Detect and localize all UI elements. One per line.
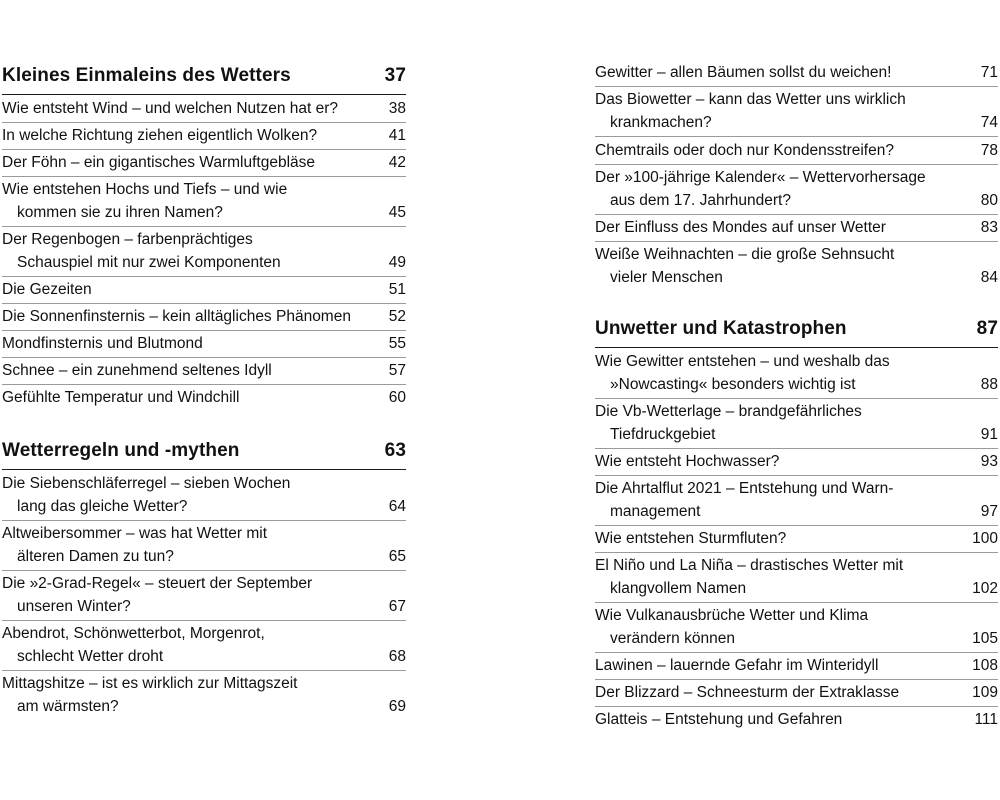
entry-title-continued: vieler Menschen	[610, 269, 723, 286]
section-page-number: 63	[384, 440, 406, 461]
entry-title: Wie Gewitter entstehen – und weshalb das	[595, 353, 890, 370]
entry-title-continued: lang das gleiche Wetter?	[17, 498, 188, 515]
entry-page-number: 83	[980, 219, 998, 236]
entry-page-number: 91	[980, 426, 998, 443]
entry-title-continued: Schauspiel mit nur zwei Komponenten	[17, 254, 281, 271]
entry-page-number: 38	[388, 100, 406, 117]
section-heading[interactable]	[2, 436, 406, 466]
entry-title: Mittagshitze – ist es wirklich zur Mittagszeit	[2, 675, 298, 692]
toc-entry[interactable]	[595, 400, 998, 446]
entry-title: Der Einfluss des Mondes auf unser Wetter	[595, 219, 886, 236]
entry-page-number: 111	[974, 711, 998, 728]
entry-page-number: 55	[388, 335, 406, 352]
toc-entry[interactable]	[595, 61, 998, 84]
entry-page-number: 84	[980, 269, 998, 286]
entry-divider	[595, 652, 998, 653]
toc-entry[interactable]	[2, 305, 406, 328]
entry-page-number: 64	[388, 498, 406, 515]
entry-title: Lawinen – lauernde Gefahr im Winteridyll	[595, 657, 879, 674]
entry-divider	[595, 602, 998, 603]
toc-entry[interactable]	[595, 350, 998, 396]
toc-entry[interactable]	[2, 332, 406, 355]
toc-entry[interactable]	[2, 522, 406, 568]
entry-page-number: 67	[388, 598, 406, 615]
entry-divider	[595, 525, 998, 526]
toc-entry[interactable]	[2, 228, 406, 274]
toc-entry[interactable]	[595, 166, 998, 212]
toc-entry[interactable]	[595, 216, 998, 239]
entry-divider	[595, 475, 998, 476]
entry-title-continued: schlecht Wetter droht	[17, 648, 164, 665]
entry-title-continued: älteren Damen zu tun?	[17, 548, 174, 565]
entry-page-number: 80	[980, 192, 998, 209]
section-rule	[595, 347, 998, 348]
entry-page-number: 49	[388, 254, 406, 271]
entry-title: Weiße Weihnachten – die große Sehnsucht	[595, 246, 895, 263]
toc-entry[interactable]	[595, 139, 998, 162]
section-title: Wetterregeln und -mythen	[2, 440, 240, 461]
section-rule	[2, 94, 406, 95]
entry-page-number: 57	[388, 362, 406, 379]
entry-title: Die Sonnenfinsternis – kein alltägliches Phänomen	[2, 308, 351, 325]
toc-entry[interactable]	[595, 681, 998, 704]
entry-title-continued: »Nowcasting« besonders wichtig ist	[610, 376, 856, 393]
section-page-number: 87	[976, 318, 998, 339]
toc-entry[interactable]	[2, 472, 406, 518]
entry-title: In welche Richtung ziehen eigentlich Wolken?	[2, 127, 318, 144]
toc-entry[interactable]	[595, 243, 998, 289]
entry-page-number: 60	[388, 389, 406, 406]
entry-page-number: 74	[980, 114, 998, 131]
section-rule	[2, 469, 406, 470]
entry-title: Wie entstehen Hochs und Tiefs – und wie	[2, 181, 288, 198]
entry-title-continued: Tiefdruckgebiet	[610, 426, 716, 443]
entry-page-number: 78	[980, 142, 998, 159]
entry-title: Das Biowetter – kann das Wetter uns wirklich	[595, 91, 906, 108]
entry-divider	[2, 357, 406, 358]
entry-title: Chemtrails oder doch nur Kondensstreifen?	[595, 142, 894, 159]
entry-divider	[2, 149, 406, 150]
entry-divider	[2, 520, 406, 521]
section-title: Kleines Einmaleins des Wetters	[2, 65, 291, 86]
toc-entry[interactable]	[595, 477, 998, 523]
entry-title: Mondfinsternis und Blutmond	[2, 335, 203, 352]
entry-page-number: 109	[972, 684, 998, 701]
entry-title-continued: unseren Winter?	[17, 598, 131, 615]
entry-title: El Niño und La Niña – drastisches Wetter mit	[595, 557, 904, 574]
entry-title-continued: aus dem 17. Jahrhundert?	[610, 192, 791, 209]
entry-page-number: 71	[980, 64, 998, 81]
toc-entry[interactable]	[2, 178, 406, 224]
entry-title: Die »2-Grad-Regel« – steuert der September	[2, 575, 313, 592]
entry-page-number: 68	[388, 648, 406, 665]
entry-title: Altweibersommer – was hat Wetter mit	[2, 525, 268, 542]
toc-entry[interactable]	[2, 124, 406, 147]
entry-divider	[2, 276, 406, 277]
entry-divider	[595, 86, 998, 87]
entry-page-number: 41	[388, 127, 406, 144]
entry-divider	[2, 570, 406, 571]
entry-page-number: 88	[980, 376, 998, 393]
entry-page-number: 100	[972, 530, 998, 547]
entry-divider	[595, 214, 998, 215]
entry-title: Wie entstehen Sturmfluten?	[595, 530, 787, 547]
entry-divider	[595, 398, 998, 399]
toc-entry[interactable]	[595, 554, 998, 600]
entry-title: Der »100-jährige Kalender« – Wettervorhersage	[595, 169, 926, 186]
entry-divider	[595, 241, 998, 242]
entry-title-continued: krankmachen?	[610, 114, 712, 131]
entry-page-number: 69	[388, 698, 406, 715]
entry-title: Die Ahrtalflut 2021 – Entstehung und Warn-	[595, 480, 894, 497]
entry-page-number: 97	[980, 503, 998, 520]
toc-entry[interactable]	[2, 359, 406, 382]
toc-entry[interactable]	[595, 527, 998, 550]
entry-title: Der Föhn – ein gigantisches Warmluftgebläse	[2, 154, 316, 171]
entry-title: Der Blizzard – Schneesturm der Extraklasse	[595, 684, 900, 701]
toc-entry[interactable]	[595, 708, 998, 731]
toc-entry[interactable]	[2, 151, 406, 174]
entry-title: Glatteis – Entstehung und Gefahren	[595, 711, 843, 728]
section-title: Unwetter und Katastrophen	[595, 318, 847, 339]
entry-title-continued: am wärmsten?	[17, 698, 119, 715]
entry-divider	[595, 706, 998, 707]
entry-page-number: 108	[972, 657, 998, 674]
toc-entry[interactable]	[2, 278, 406, 301]
entry-page-number: 93	[980, 453, 998, 470]
toc-entry[interactable]	[2, 386, 406, 409]
entry-title: Gewitter – allen Bäumen sollst du weichen!	[595, 64, 892, 81]
entry-divider	[2, 122, 406, 123]
section-heading[interactable]	[2, 61, 406, 91]
entry-divider	[2, 384, 406, 385]
entry-page-number: 102	[972, 580, 998, 597]
entry-divider	[595, 679, 998, 680]
entry-title: Die Gezeiten	[2, 281, 92, 298]
entry-title: Abendrot, Schönwetterbot, Morgenrot,	[2, 625, 265, 642]
entry-divider	[2, 620, 406, 621]
entry-page-number: 65	[388, 548, 406, 565]
entry-title: Wie entsteht Hochwasser?	[595, 453, 780, 470]
entry-divider	[2, 226, 406, 227]
entry-divider	[595, 164, 998, 165]
entry-divider	[595, 448, 998, 449]
section-page-number: 37	[384, 65, 406, 86]
entry-title-continued: klangvollem Namen	[610, 580, 747, 597]
toc-entry[interactable]	[595, 88, 998, 134]
entry-title-continued: verändern können	[610, 630, 735, 647]
entry-title-continued: management	[610, 503, 701, 520]
entry-title: Wie Vulkanausbrüche Wetter und Klima	[595, 607, 869, 624]
entry-title: Der Regenbogen – farbenprächtiges	[2, 231, 253, 248]
toc-entry[interactable]	[595, 604, 998, 650]
entry-page-number: 105	[972, 630, 998, 647]
entry-divider	[2, 303, 406, 304]
toc-entry[interactable]	[2, 622, 406, 668]
entry-divider	[595, 136, 998, 137]
entry-divider	[595, 552, 998, 553]
entry-page-number: 42	[388, 154, 406, 171]
entry-page-number: 45	[388, 204, 406, 221]
entry-title: Gefühlte Temperatur und Windchill	[2, 389, 240, 406]
entry-divider	[2, 670, 406, 671]
entry-page-number: 52	[388, 308, 406, 325]
entry-divider	[2, 176, 406, 177]
toc-entry[interactable]	[2, 572, 406, 618]
toc-entry[interactable]	[595, 450, 998, 473]
entry-divider	[2, 330, 406, 331]
entry-title: Die Vb-Wetterlage – brandgefährliches	[595, 403, 862, 420]
entry-title: Wie entsteht Wind – und welchen Nutzen hat er?	[2, 100, 339, 117]
toc-entry[interactable]	[595, 654, 998, 677]
toc-entry[interactable]	[2, 97, 406, 120]
section-heading[interactable]	[595, 314, 998, 344]
entry-title: Die Siebenschläferregel – sieben Wochen	[2, 475, 291, 492]
entry-page-number: 51	[388, 281, 406, 298]
entry-title: Schnee – ein zunehmend seltenes Idyll	[2, 362, 272, 379]
entry-title-continued: kommen sie zu ihren Namen?	[17, 204, 223, 221]
toc-entry[interactable]	[2, 672, 406, 718]
